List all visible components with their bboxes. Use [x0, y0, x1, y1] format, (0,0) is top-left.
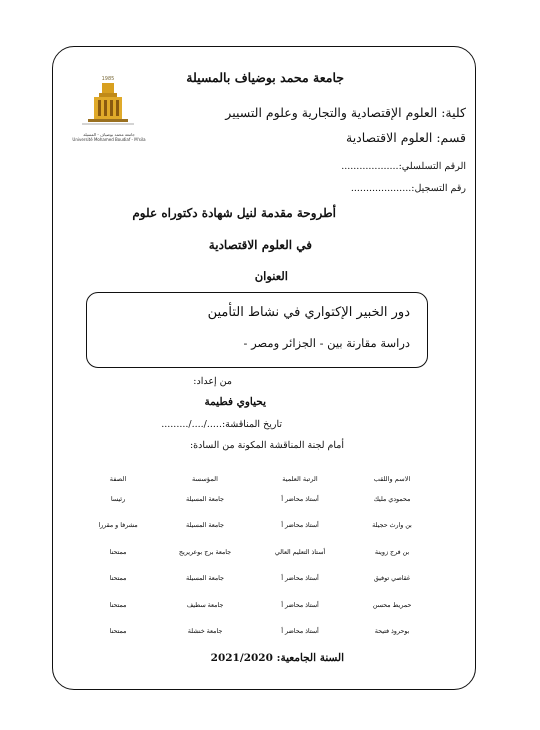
jury-member-name: غقاصي توفيق	[373, 575, 411, 583]
logo-caption	[66, 132, 152, 142]
jury-member-rank: أستاذ التعليم العالي	[274, 548, 326, 556]
jury-member-name: بوحروذ فتيحة	[374, 628, 410, 636]
prepared-by-label: من إعداد:	[193, 376, 232, 387]
title-box	[86, 292, 428, 368]
jury-member-rank: أستاذ محاضر أ	[281, 495, 319, 503]
jury-member-role: رئيسا	[110, 495, 126, 503]
jury-header-row	[80, 472, 438, 486]
jury-member-institution: جامعة خنشلة	[187, 628, 223, 636]
jury-member-role: مشرفا و مقررا	[98, 522, 138, 530]
thesis-subtitle: دراسة مقارنة بين - الجزائر ومصر -	[243, 336, 410, 350]
table-row	[80, 486, 438, 513]
jury-member-name: بن فرج زوينة	[374, 548, 410, 556]
faculty-name: كلية: العلوم الإقتصادية والتجارية وعلوم التسيير	[225, 105, 466, 120]
jury-member-name: بن وارث حجيلة	[372, 522, 412, 530]
university-name: جامعة محمد بوضياف بالمسيلة	[186, 70, 344, 85]
author-name: يحياوي فطيمة	[204, 396, 266, 408]
jury-member-name: حمريط محسن	[372, 601, 412, 609]
jury-member-institution: جامعة المسيلة	[186, 575, 224, 583]
thesis-field: في العلوم الاقتصادية	[208, 238, 312, 252]
jury-member-institution: جامعة المسيلة	[186, 522, 224, 530]
thesis-intro: أطروحة مقدمة لنيل شهادة دكتوراه علوم	[132, 206, 336, 220]
defense-date: تاريخ المناقشة:...../..../.........	[161, 419, 282, 430]
jury-member-institution: جامعة برج بوعريريج	[178, 548, 232, 556]
registration-number-field: رقم التسجيل:....................	[350, 183, 466, 194]
jury-member-rank: أستاذ محاضر أ	[281, 575, 319, 583]
jury-header-rank: الرتبة العلمية	[282, 475, 318, 483]
serial-number-field: الرقم التسلسلي:...................	[341, 161, 466, 172]
table-row	[80, 566, 438, 593]
table-row	[80, 539, 438, 566]
logo-caption-fr: Université Mohamed Boudiaf - M'sila	[72, 137, 146, 142]
jury-member-rank: أستاذ محاضر أ	[281, 601, 319, 609]
jury-member-role: ممتحنا	[109, 601, 127, 609]
table-row	[80, 619, 438, 646]
jury-member-role: ممتحنا	[109, 575, 127, 583]
title-label: العنوان	[254, 269, 288, 283]
table-row	[80, 513, 438, 540]
jury-header-institution: المؤسسة	[191, 475, 218, 483]
jury-member-institution: جامعة المسيلة	[186, 495, 224, 503]
jury-table	[80, 472, 438, 645]
committee-intro: أمام لجنة المناقشة المكونة من السادة:	[189, 440, 344, 451]
jury-member-institution: جامعة سطيف	[186, 601, 224, 609]
logo-year: 1985	[101, 76, 115, 82]
logo-caption-ar: جامعة محمد بوضياف - المسيلة	[83, 132, 135, 137]
jury-header-role: الصفة	[109, 475, 127, 483]
jury-member-rank: أستاذ محاضر أ	[281, 522, 319, 530]
jury-member-name: محمودي مليك	[373, 495, 411, 503]
table-row	[80, 592, 438, 619]
jury-header-name: الاسم واللقب	[373, 475, 411, 483]
jury-member-rank: أستاذ محاضر أ	[281, 628, 319, 636]
thesis-title: دور الخبير الإكتواري في نشاط التأمين	[207, 305, 410, 320]
department-name: قسم: العلوم الاقتصادية	[346, 130, 466, 145]
jury-member-role: ممتحنا	[109, 548, 127, 556]
jury-member-role: ممتحنا	[109, 628, 127, 636]
academic-year: السنة الجامعية: 2021/2020	[210, 652, 344, 664]
